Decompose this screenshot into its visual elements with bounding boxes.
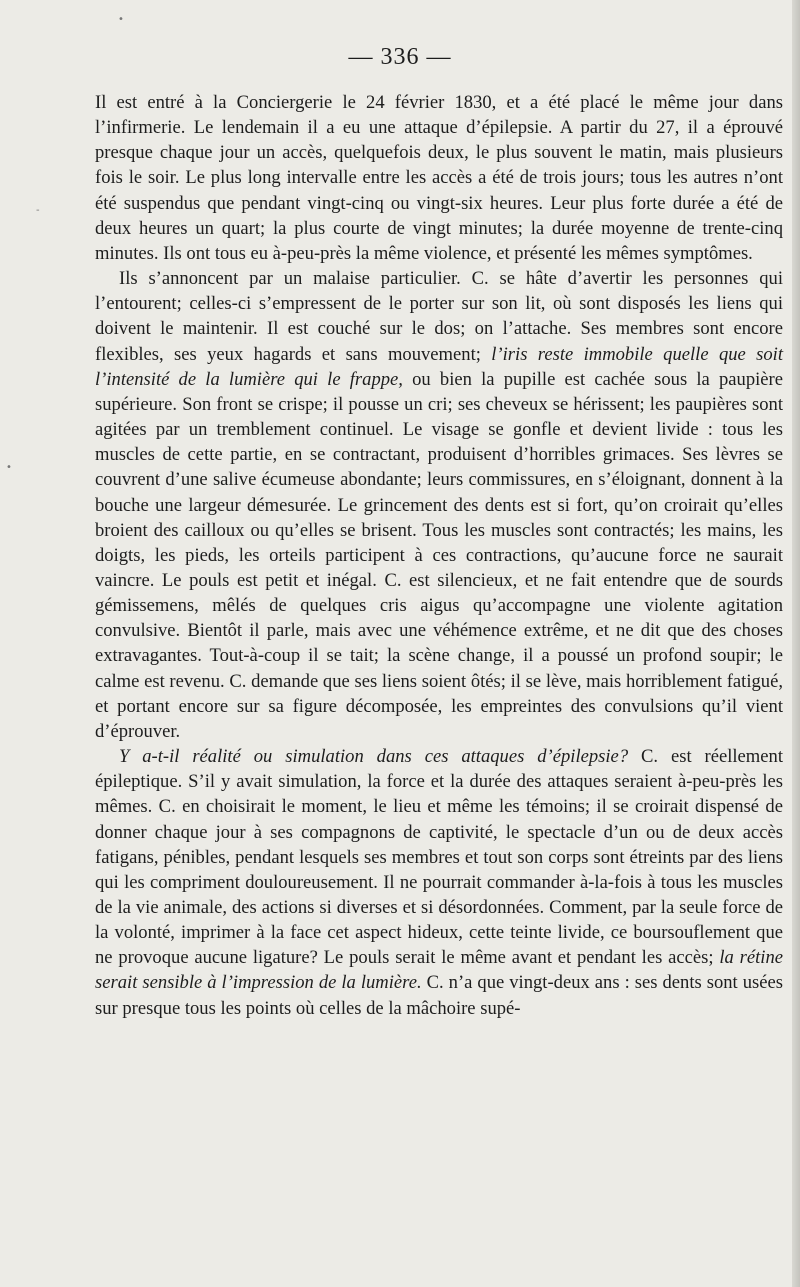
paragraph-2-text-a: Ils s’annoncent par un malaise particulier. C. se hâte d’avertir les personnes qui l’entourent; celles-ci s’empressent de le porter sur son lit, où sont disposés les liens qui doivent le maintenir. Il est couché sur le dos; on l’attache. Ses membres sont encore flexibles, ses yeux hagards et sans mouvement; [95,268,783,365]
scan-edge [792,0,800,1287]
paragraph-3-text-a: C. est réellement épileptique. S’il y avait simulation, la force et la durée des attaques seraient à-peu-près les mêmes. C. en choisirait le moment, le lieu et même les témoins; il se croirait dispensé de donner chaque jour à ses compagnons de captivité, le spectacle d’un ou de deux accès fatigans, pénibles, pendant lesquels ses membres et tout son corps sont étreints par des liens qui les compriment douloureusement. Il ne pourrait commander à-la-fois à tous les muscles de la vie animale, des actions si diverses et si désordonnées. Comment, par la seule force de la volonté, imprimer à la face cet aspect hideux, cette teinte livide, ce boursouflement que ne provoque aucune ligature? Le pouls serait le même avant et pendant les accès; [95,746,783,969]
paragraph-3-italic-retina: la rétine serait sensible à l’impression de la lumière. [95,947,783,994]
paragraph-3 [95,744,783,1021]
paragraph-2-text-b: ou bien la pupille est cachée sous la paupière supérieure. Son front se crispe; il pousse un cri; ses cheveux se hérissent; les paupières sont agitées par un tremblement continuel. Le visage se gonfle et devient livide : tous les muscles de cette partie, en se contractant, produisent d’horribles grimaces. Ses lèvres se couvrent d’une salive écumeuse abondante; leurs commissures, en s’éloignant, donnent à la bouche une largeur démesurée. Le grincement des dents est si fort, qu’on croirait qu’elles broient des cailloux ou qu’elles se brisent. Tous les muscles sont contractés; les mains, les doigts, les pieds, les orteils participent à ces contractions, qu’aucune force ne saurait vaincre. Le pouls est petit et inégal. C. est silencieux, et ne fait entendre que de sourds gémissemens, mêlés de quelques cris aigus qu’accompagne une violente agitation convulsive. Bientôt il parle, mais avec une véhémence extrême, et ne dit que des choses extravagantes. Tout-à-coup il se tait; la scène change, il a poussé un profond soupir; le calme est revenu. C. demande que ses liens soient ôtés; il se lève, mais horriblement fatigué, et portant encore sur sa figure décomposée, les empreintes des convulsions qu’il vient d’éprouver. [95,368,783,742]
paragraph-2 [95,266,783,744]
paragraph-1-text: Il est entré à la Conciergerie le 24 février 1830, et a été placé le même jour dans l’infirmerie. Le lendemain il a eu une attaque d’épilepsie. A partir du 27, il a éprouvé presque chaque jour un accès, quelquefois deux, le plus souvent le matin, mais plusieurs fois le soir. Le plus long intervalle entre les accès a été de trois jours; tous les autres n’ont été suspendus que pendant vingt-cinq ou vingt-six heures. Leur plus forte durée a été de deux heures un quart; la plus courte de vingt minutes; la durée moyenne de trente-cinq minutes. Ils ont tous eu à-peu-près la même violence, et présenté les mêmes symptômes. [95,92,783,264]
paragraph-1 [95,90,783,266]
paragraph-2-italic-quote: l’iris reste immobile quelle que soit l’intensité de la lumière qui le frappe, [95,343,784,390]
page-number: — 336 — [348,44,452,70]
scan-speck: • [6,462,12,473]
body-text [95,90,783,1021]
scan-speck: - [36,205,40,216]
scan-speck: • [118,14,124,25]
paragraph-3-text-b: C. n’a que vingt-deux ans : ses dents sont usées sur presque tous les points où celles de la mâchoire supé- [95,972,783,1019]
paragraph-3-italic-question: Y a-t-il réalité ou simulation dans ces attaques d’épilepsie? [119,746,629,768]
